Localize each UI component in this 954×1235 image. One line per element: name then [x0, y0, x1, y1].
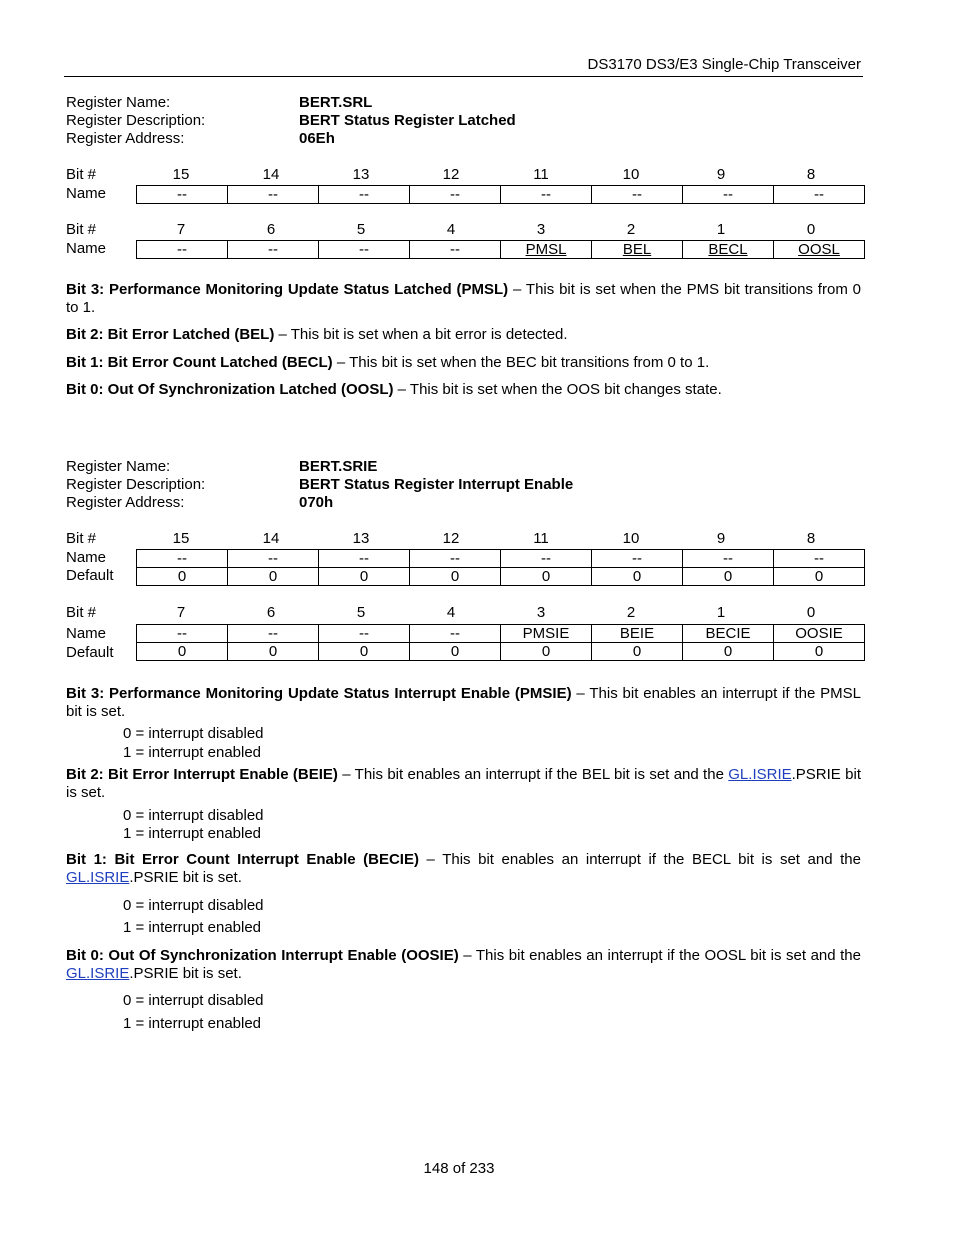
option-enabled: 1 = interrupt enabled: [123, 744, 262, 761]
bit-name-cell: OOSIE: [774, 625, 865, 643]
bit-default-cell: 0: [683, 568, 774, 586]
option-enabled: 1 = interrupt enabled: [123, 825, 262, 842]
bit-number: 4: [446, 604, 456, 621]
bit-description-title: Bit 0: Out Of Synchronization Interrupt Enable (OOSIE): [66, 947, 459, 964]
bit-name-cell: --: [228, 186, 319, 204]
bit-description-title: Bit 2: Bit Error Interrupt Enable (BEIE): [66, 766, 338, 783]
bit-description: [66, 947, 861, 983]
bit-number: 12: [442, 530, 460, 547]
bit-name-cell: PMSIE: [501, 625, 592, 643]
bit-description-text: – This bit is set when the BEC bit transitions from 0 to 1.: [332, 354, 710, 371]
bit-description: [66, 281, 861, 317]
bit-name-cell: --: [228, 241, 319, 259]
bit-name-cell: --: [319, 241, 410, 259]
bit-description: [66, 851, 861, 887]
bit-default-cell: 0: [137, 643, 228, 661]
bit-default-cell: 0: [228, 643, 319, 661]
bit-number: 15: [172, 530, 190, 547]
bit-name-cell: --: [501, 186, 592, 204]
bit-name-cell: --: [501, 550, 592, 568]
document-header-title: DS3170 DS3/E3 Single-Chip Transceiver: [587, 56, 861, 73]
bit-description-title: Bit 0: Out Of Synchronization Latched (OOSL): [66, 381, 394, 398]
register-address: 06Eh: [299, 130, 335, 147]
bit-description-text: – This bit enables an interrupt if the BECL bit is set and the: [418, 851, 861, 868]
bit-number: 9: [716, 166, 726, 183]
default-row: [137, 568, 865, 586]
default-row: [137, 643, 865, 661]
bit-name-table-low: [136, 240, 865, 259]
bit-default-cell: 0: [501, 568, 592, 586]
bit-default-cell: 0: [410, 568, 501, 586]
bit-description-title: Bit 3: Performance Monitoring Update Status Interrupt Enable (PMSIE): [66, 685, 572, 702]
bit-number-label: Bit #: [66, 604, 97, 621]
bit-numbers-high: [136, 530, 856, 547]
bit-name-cell: --: [137, 550, 228, 568]
bit-description: [66, 766, 861, 802]
bit-number: 3: [536, 604, 546, 621]
bit-description: [66, 381, 861, 399]
bit-number: 6: [266, 604, 276, 621]
bit-name-cell: --: [683, 186, 774, 204]
bit-numbers-high: [136, 166, 856, 183]
bit-number: 7: [176, 221, 186, 238]
bit-name-cell: BECL: [683, 241, 774, 259]
bit-description-tail: .PSRIE bit is set.: [66, 766, 861, 801]
bit-name-cell: --: [683, 550, 774, 568]
bit-number: 9: [716, 530, 726, 547]
bit-number: 0: [806, 221, 816, 238]
bit-number: 8: [806, 530, 816, 547]
bit-name-cell: --: [137, 186, 228, 204]
register-name-label: Register Name:: [66, 458, 171, 475]
bit-number-label: Bit #: [66, 530, 97, 547]
option-disabled: 0 = interrupt disabled: [123, 725, 264, 742]
bit-number: 10: [622, 166, 640, 183]
bit-description-text: – This bit enables an interrupt if the PMSL bit is set.: [66, 685, 862, 720]
bit-default-cell: 0: [228, 568, 319, 586]
bit-numbers-low: [136, 604, 856, 621]
name-row-label: Name: [66, 549, 107, 566]
option-disabled: 0 = interrupt disabled: [123, 897, 264, 914]
bit-name-cell: --: [410, 550, 501, 568]
bit-number: 7: [176, 604, 186, 621]
bit-number: 14: [262, 530, 280, 547]
bit-description-tail: .PSRIE bit is set.: [129, 965, 242, 982]
register-info-srl: [66, 94, 516, 148]
bit-table-high: [136, 549, 865, 586]
register-description: BERT Status Register Interrupt Enable: [299, 476, 574, 493]
register-info-srie: [66, 458, 573, 512]
bit-description-title: Bit 2: Bit Error Latched (BEL): [66, 326, 275, 343]
option-enabled: 1 = interrupt enabled: [123, 919, 262, 936]
bit-name-cell: --: [319, 186, 410, 204]
bit-number: 2: [626, 221, 636, 238]
bit-number: 14: [262, 166, 280, 183]
bit-name-cell: --: [592, 550, 683, 568]
bit-number: 11: [533, 530, 549, 547]
bit-number: 13: [352, 530, 370, 547]
bit-default-cell: 0: [501, 643, 592, 661]
gl-isrie-link[interactable]: GL.ISRIE: [728, 766, 792, 783]
bit-name-cell: --: [319, 625, 410, 643]
bit-name-cell: PMSL: [501, 241, 592, 259]
option-disabled: 0 = interrupt disabled: [123, 992, 264, 1009]
bit-description-text: – This bit is set when a bit error is detected.: [274, 326, 568, 343]
bit-name-cell: --: [228, 550, 319, 568]
bit-numbers-low: [136, 221, 856, 238]
bit-number-label: Bit #: [66, 166, 97, 183]
header-rule: [64, 76, 863, 77]
bit-name-cell: --: [137, 625, 228, 643]
name-row: [137, 625, 865, 643]
bit-default-cell: 0: [592, 568, 683, 586]
bit-default-cell: 0: [319, 643, 410, 661]
bit-name-cell: --: [228, 625, 319, 643]
bit-name-cell: --: [774, 186, 865, 204]
bit-number: 12: [442, 166, 460, 183]
bit-number: 3: [536, 221, 546, 238]
bit-default-cell: 0: [774, 643, 865, 661]
bit-description-title: Bit 3: Performance Monitoring Update Status Latched (PMSL): [66, 281, 509, 298]
bit-name-cell: --: [774, 550, 865, 568]
bit-name-table-high: [136, 185, 865, 204]
bit-number-label: Bit #: [66, 221, 97, 238]
bit-name-cell: --: [410, 241, 501, 259]
bit-description: [66, 354, 861, 372]
bit-description-title: Bit 1: Bit Error Count Interrupt Enable (BECIE): [66, 851, 419, 868]
bit-name-cell: BEL: [592, 241, 683, 259]
gl-isrie-link[interactable]: GL.ISRIE: [66, 869, 130, 886]
name-row: [137, 550, 865, 568]
bit-number: 1: [716, 604, 726, 621]
bit-default-cell: 0: [410, 643, 501, 661]
register-name: BERT.SRL: [299, 94, 373, 111]
option-enabled: 1 = interrupt enabled: [123, 1015, 262, 1032]
bit-default-cell: 0: [319, 568, 410, 586]
default-row-label: Default: [66, 644, 114, 661]
bit-name-cell: --: [410, 625, 501, 643]
bit-default-cell: 0: [592, 643, 683, 661]
bit-number: 13: [352, 166, 370, 183]
bit-description: [66, 685, 861, 721]
bit-name-cell: BEIE: [592, 625, 683, 643]
bit-name-cell: --: [137, 241, 228, 259]
default-row-label: Default: [66, 567, 114, 584]
bit-name-cell: OOSL: [774, 241, 865, 259]
option-disabled: 0 = interrupt disabled: [123, 807, 264, 824]
bit-number: 4: [446, 221, 456, 238]
bit-description-text: – This bit enables an interrupt if the BEL bit is set and the: [337, 766, 729, 783]
bit-number: 15: [172, 166, 190, 183]
bit-default-cell: 0: [774, 568, 865, 586]
name-row-label: Name: [66, 185, 107, 202]
gl-isrie-link[interactable]: GL.ISRIE: [66, 965, 130, 982]
bit-default-cell: 0: [683, 643, 774, 661]
page-number: 148 of 233: [423, 1160, 495, 1177]
bit-name-cell: --: [592, 186, 683, 204]
bit-name-cell: BECIE: [683, 625, 774, 643]
bit-number: 8: [806, 166, 816, 183]
bit-number: 1: [716, 221, 726, 238]
bit-number: 11: [533, 166, 549, 183]
bit-description-text: – This bit is set when the PMS bit transitions from 0 to 1.: [66, 281, 861, 316]
bit-name-cell: --: [410, 186, 501, 204]
bit-table-low: [136, 624, 865, 661]
register-address-label: Register Address:: [66, 130, 185, 147]
bit-default-cell: 0: [137, 568, 228, 586]
register-address-label: Register Address:: [66, 494, 185, 511]
bit-description-title: Bit 1: Bit Error Count Latched (BECL): [66, 354, 333, 371]
bit-number: 6: [266, 221, 276, 238]
bit-number: 10: [622, 530, 640, 547]
register-name-label: Register Name:: [66, 94, 171, 111]
bit-number: 0: [806, 604, 816, 621]
bit-number: 5: [356, 604, 366, 621]
bit-number: 2: [626, 604, 636, 621]
register-description: BERT Status Register Latched: [299, 112, 516, 129]
register-description-label: Register Description:: [66, 476, 206, 493]
bit-description-text: – This bit enables an interrupt if the OOSL bit is set and the: [458, 947, 861, 964]
register-name: BERT.SRIE: [299, 458, 378, 475]
register-description-label: Register Description:: [66, 112, 206, 129]
name-row-label: Name: [66, 240, 107, 257]
bit-description: [66, 326, 861, 344]
bit-number: 5: [356, 221, 366, 238]
bit-name-cell: --: [319, 550, 410, 568]
bit-description-text: – This bit is set when the OOS bit changes state.: [393, 381, 722, 398]
bit-description-tail: .PSRIE bit is set.: [129, 869, 242, 886]
name-row-label: Name: [66, 625, 107, 642]
register-address: 070h: [299, 494, 334, 511]
